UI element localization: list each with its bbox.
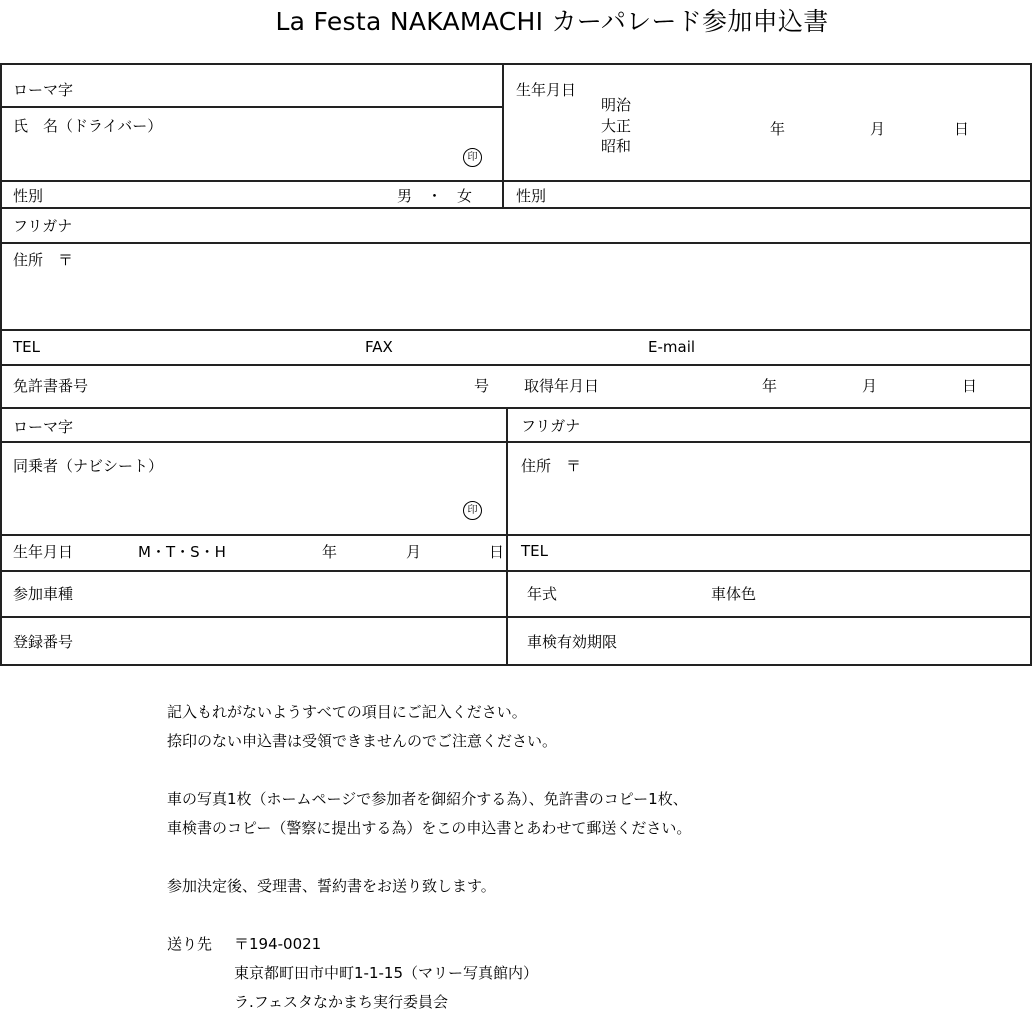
note-line-1: 記入もれがないようすべての項目にご記入ください。 — [167, 703, 527, 721]
rule-passenger-birth — [0, 570, 1032, 572]
form-border-top — [0, 63, 1032, 65]
driver-birth-year: 年 — [770, 120, 786, 138]
driver-gender-label: 性別 — [13, 187, 44, 205]
passenger-furigana-label: フリガナ — [521, 417, 581, 435]
rule-top-divider — [502, 63, 504, 208]
driver-email-label: E-mail — [648, 338, 696, 356]
driver-birth-day: 日 — [954, 120, 970, 138]
note-line-4: 車検書のコピー（警察に提出する為）をこの申込書とあわせて郵送ください。 — [167, 819, 692, 837]
driver-fax-label: FAX — [365, 338, 393, 356]
rule-furigana — [0, 242, 1032, 244]
passenger-birth-label: 生年月日 — [13, 543, 74, 561]
send-postal-code: 〒194-0021 — [234, 935, 322, 953]
passenger-name-label: 同乗者（ナビシート） — [13, 457, 164, 475]
passenger-romaji-label: ローマ字 — [13, 418, 74, 436]
passenger-birth-year: 年 — [322, 543, 338, 561]
acquired-label: 取得年月日 — [524, 377, 600, 395]
registration-label: 登録番号 — [13, 633, 74, 651]
send-address: 東京都町田市中町1-1-15（マリー写真館内） — [234, 964, 539, 982]
era-meiji: 明治 — [601, 96, 632, 114]
passenger-birth-month: 月 — [406, 543, 422, 561]
driver-seal-icon: 印 — [463, 148, 482, 167]
vehicle-model-label: 参加車種 — [13, 585, 74, 603]
passenger-address-label: 住所 〒 — [521, 457, 582, 475]
rule-romaji — [0, 106, 503, 108]
license-suffix: 号 — [474, 377, 490, 395]
application-form — [0, 63, 1032, 665]
acquired-year: 年 — [762, 377, 778, 395]
driver-gender-label-right: 性別 — [516, 187, 547, 205]
driver-furigana-label: フリガナ — [13, 217, 73, 235]
vehicle-color-label: 車体色 — [711, 585, 757, 603]
driver-birth-label: 生年月日 — [516, 81, 577, 99]
passenger-seal-icon: 印 — [463, 501, 482, 520]
send-organization: ラ.フェスタなかまち実行委員会 — [234, 993, 449, 1011]
era-showa: 昭和 — [601, 137, 632, 155]
rule-address — [0, 329, 1032, 331]
passenger-era-options: M・T・S・H — [138, 543, 226, 561]
rule-vehicle-model — [0, 616, 1032, 618]
rule-license — [0, 407, 1032, 409]
rule-passenger-divider — [506, 407, 508, 665]
rule-passenger-romaji — [0, 441, 1032, 443]
driver-tel-label: TEL — [13, 338, 40, 356]
rule-gender — [0, 207, 1032, 209]
driver-birth-month: 月 — [870, 120, 886, 138]
rule-name — [0, 180, 1032, 182]
driver-romaji-label: ローマ字 — [13, 81, 74, 99]
form-border-bottom — [0, 664, 1032, 666]
note-line-2: 捺印のない申込書は受領できませんのでご注意ください。 — [167, 732, 558, 750]
license-label: 免許書番号 — [13, 377, 89, 395]
rule-contact — [0, 364, 1032, 366]
acquired-month: 月 — [862, 377, 878, 395]
driver-address-label: 住所 〒 — [13, 251, 74, 269]
driver-gender-options: 男 ・ 女 — [397, 187, 473, 205]
passenger-birth-day: 日 — [489, 543, 505, 561]
rule-passenger-name — [0, 534, 1032, 536]
note-line-5: 参加決定後、受理書、誓約書をお送り致します。 — [167, 877, 496, 895]
vehicle-year-label: 年式 — [527, 585, 558, 603]
note-line-3: 車の写真1枚（ホームページで参加者を御紹介する為）、免許書のコピー1枚、 — [167, 790, 688, 808]
send-to-label: 送り先 — [167, 935, 213, 953]
page-title: La Festa NAKAMACHI カーパレード参加申込書 — [275, 7, 829, 36]
passenger-tel-label: TEL — [521, 542, 548, 560]
driver-name-label: 氏 名（ドライバー） — [13, 117, 163, 135]
era-taisho: 大正 — [601, 117, 632, 135]
acquired-day: 日 — [962, 377, 978, 395]
inspection-label: 車検有効期限 — [527, 633, 618, 651]
